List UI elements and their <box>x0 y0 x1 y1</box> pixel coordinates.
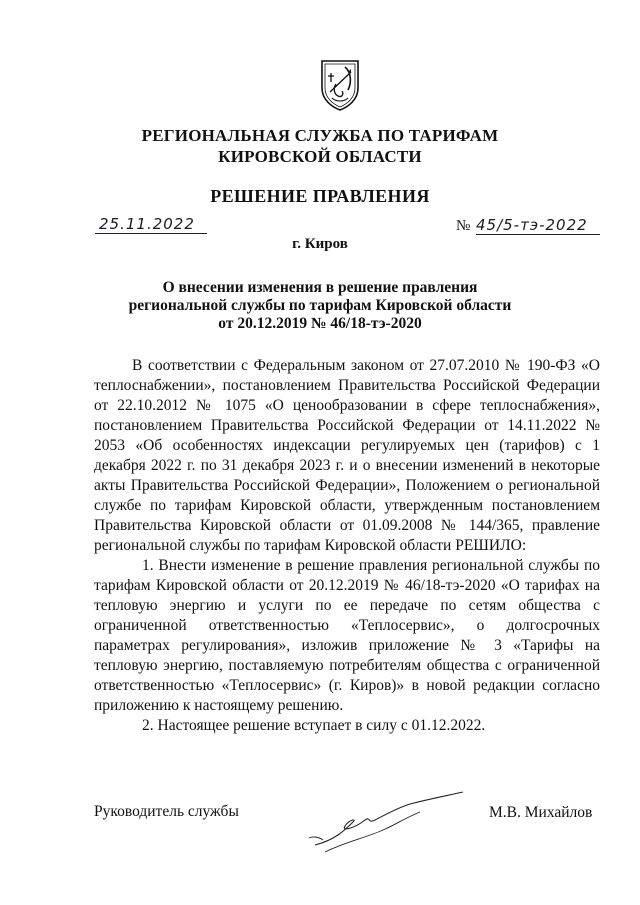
signatory-title: Руководитель службы <box>94 803 239 820</box>
number-sign: № <box>456 218 471 234</box>
subject-line-1: О внесении изменения в решение правления <box>162 279 478 296</box>
document-date: 25.11.2022 <box>95 215 207 234</box>
body-intro-paragraph: В соответствии с Федеральным законом от 27.07.2010 № 190-ФЗ «О теплоснабжении», постановлением Правительства Российской Федерации от 22.10.2012 № 1075 «О ценообразовании в сфере теплоснабжения», постановлением Правительства Российской Федерации от 14.11.2022 № 2053 «Об особенностях индексации регулируемых цен (тарифов) с 1 декабря 2022 г. по 31 декабря 2023 г. и о внесении изменений в некоторые акты Правительства Российской Федерации», Положением о региональной службе по тарифам Кировской области, утвержденным постановлением Правительства Кировской области от 01.09.2008 № 144/365, правление региональной службы по тарифам Кировской области РЕШИЛО: <box>94 357 600 554</box>
subject-line-2: региональной службы по тарифам Кировской области <box>128 297 512 314</box>
document-subject <box>0 279 640 333</box>
document-type: РЕШЕНИЕ ПРАВЛЕНИЯ <box>210 186 430 206</box>
kirov-oblast-coat-of-arms-icon <box>318 58 362 112</box>
signatory-name: М.В. Михайлов <box>489 804 593 821</box>
document-number: 45/5-тэ-2022 <box>476 216 600 235</box>
org-line-1: РЕГИОНАЛЬНАЯ СЛУЖБА ПО ТАРИФАМ <box>141 126 499 145</box>
document-number-block <box>456 216 601 238</box>
city: г. Киров <box>292 236 348 252</box>
subject-line-3: от 20.12.2019 № 46/18-тэ-2020 <box>218 315 422 332</box>
body-item-1: 1. Внести изменение в решение правления региональной службы по тарифам Кировской области от 20.12.2019 № 46/18-тэ-2020 «О тарифах на тепловую энергию и услуги по ее передаче по сетям общества с ограниченной ответственностью «Теплосервис», о долгосрочных параметрах регулирования», изложив приложение № 3 «Тарифы на тепловую энергию, поставляемую потребителям общества с ограниченной ответственностью «Теплосервис» (г. Киров)» в новой редакции согласно приложению к настоящему решению. <box>94 557 600 714</box>
document-body <box>94 356 600 736</box>
body-item-2: 2. Настоящее решение вступает в силу с 01.12.2022. <box>142 717 486 734</box>
org-line-2: КИРОВСКОЙ ОБЛАСТИ <box>218 147 422 166</box>
handwritten-signature <box>305 790 470 860</box>
organization-name <box>0 125 640 167</box>
